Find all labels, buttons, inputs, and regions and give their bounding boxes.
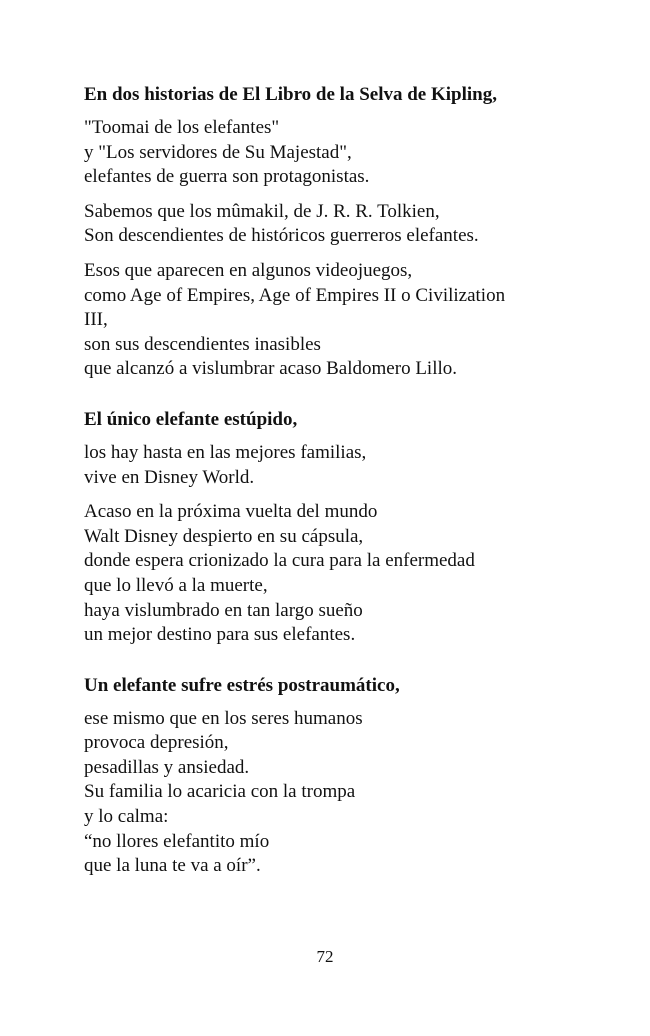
- poem-section: [84, 407, 574, 648]
- verse-line: Sabemos que los mûmakil, de J. R. R. Tolkien,: [84, 200, 440, 222]
- poem-section: [84, 82, 574, 382]
- verse-line: y "Los servidores de Su Majestad",: [84, 141, 352, 163]
- verse-line: pesadillas y ansiedad.: [84, 756, 250, 778]
- verse-line: vive en Disney World.: [84, 466, 255, 488]
- verse-line: elefantes de guerra son protagonistas.: [84, 166, 370, 188]
- verse-line: un mejor destino para sus elefantes.: [84, 624, 356, 646]
- stanza: [84, 116, 574, 190]
- verse-line: son sus descendientes inasibles: [84, 333, 321, 355]
- verse-line: provoca depresión,: [84, 732, 229, 754]
- verse-line: que alcanzó a vislumbrar acaso Baldomero Lillo.: [84, 358, 458, 380]
- verse-line: III,: [84, 309, 108, 331]
- verse-line: Esos que aparecen en algunos videojuegos,: [84, 259, 413, 281]
- verse-line: que la luna te va a oír”.: [84, 855, 261, 877]
- verse-line: como Age of Empires, Age of Empires II o Civilization: [84, 284, 506, 306]
- verse-line: donde espera crionizado la cura para la enfermedad: [84, 550, 475, 572]
- verse-line: Son descendientes de históricos guerreros elefantes.: [84, 225, 479, 247]
- verse-line: “no llores elefantito mío: [84, 830, 270, 852]
- stanza: [84, 441, 574, 490]
- verse-line: haya vislumbrado en tan largo sueño: [84, 599, 363, 621]
- verse-line: ese mismo que en los seres humanos: [84, 707, 363, 729]
- section-heading: El único elefante estúpido,: [84, 408, 298, 430]
- verse-line: Su familia lo acaricia con la trompa: [84, 781, 356, 803]
- stanza: [84, 200, 574, 249]
- section-heading: Un elefante sufre estrés postraumático,: [84, 674, 400, 696]
- verse-line: Acaso en la próxima vuelta del mundo: [84, 501, 378, 523]
- verse-line: "Toomai de los elefantes": [84, 117, 280, 138]
- stanza: [84, 707, 574, 879]
- stanza: [84, 500, 574, 648]
- poem-page: [84, 82, 574, 879]
- page-number: 72: [316, 947, 334, 966]
- verse-line: y lo calma:: [84, 806, 169, 828]
- verse-line: que lo llevó a la muerte,: [84, 574, 268, 596]
- verse-line: Walt Disney despierto en su cápsula,: [84, 525, 364, 547]
- section-heading: En dos historias de El Libro de la Selva de Kipling,: [84, 84, 497, 105]
- stanza: [84, 259, 574, 382]
- verse-line: los hay hasta en las mejores familias,: [84, 441, 367, 463]
- poem-section: [84, 673, 574, 879]
